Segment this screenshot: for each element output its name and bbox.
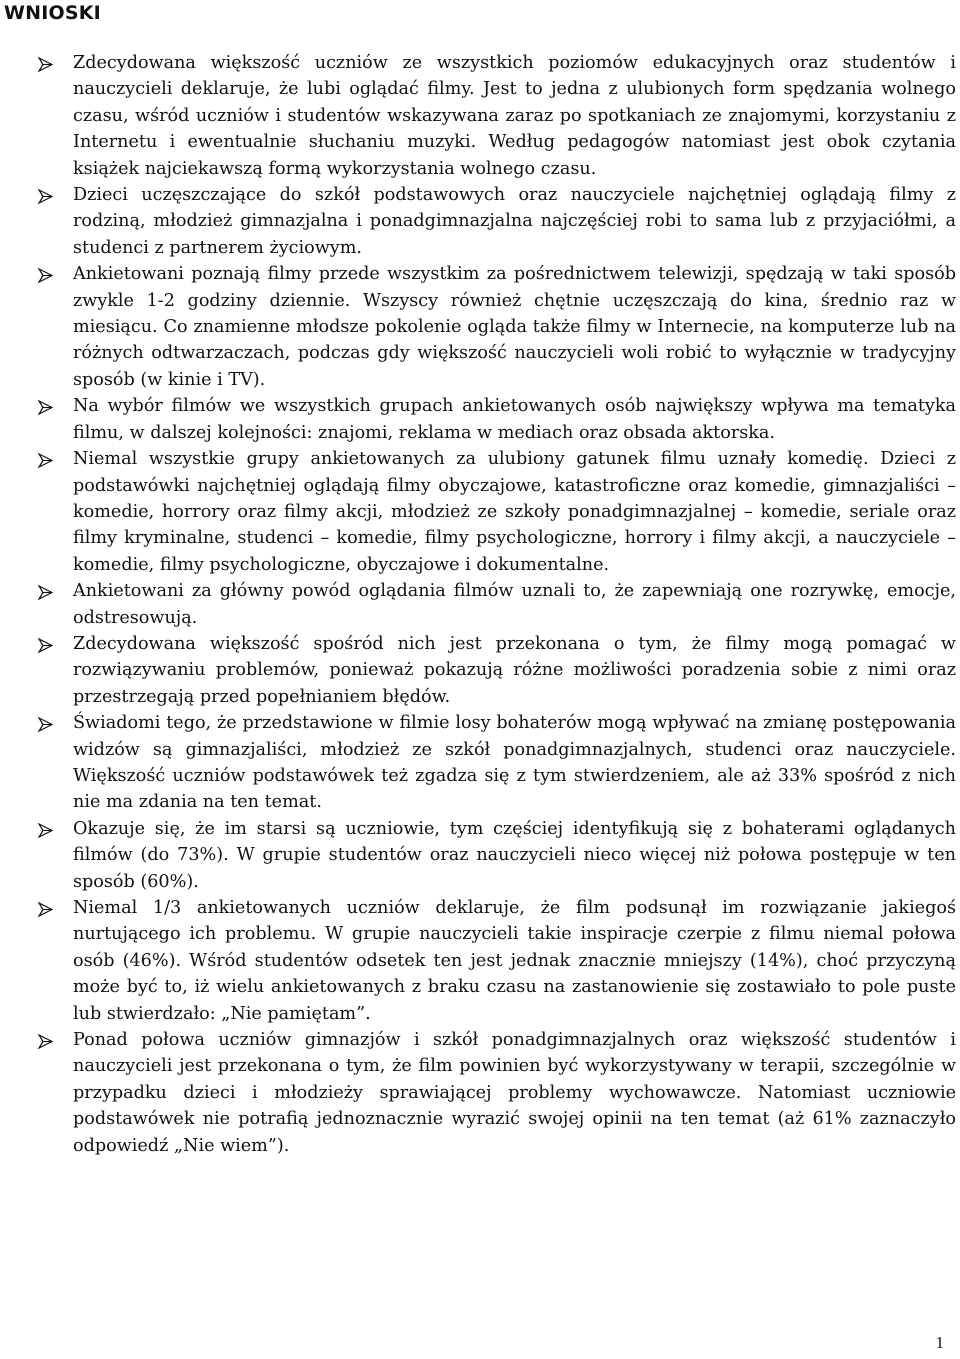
bullet-text: Zdecydowana większość uczniów ze wszystkich poziomów edukacyjnych oraz studentów i nauczycieli deklaruje, że lubi oglądać filmy. Jest to jedna z ulubionych form spędzania wolnego czasu, wśród uczniów i studentów wskazywana zaraz po spotkaniach ze znajomymi, korzystaniu z Internetu i ewentualnie słuchaniu muzyki. Według pedagogów natomiast jest obok czytania książek najciekawszą formą wykorzystania wolnego czasu. [73, 53, 956, 179]
list-item [36, 710, 956, 816]
list-item [36, 816, 956, 895]
arrowhead-bullet-icon [36, 393, 58, 419]
conclusions-list [36, 50, 956, 1159]
bullet-text: Ankietowani za główny powód oglądania filmów uznali to, że zapewniają one rozrywkę, emocje, odstresowują. [73, 581, 956, 628]
bullet-text: Ankietowani poznają filmy przede wszystkim za pośrednictwem telewizji, spędzają w taki sposób zwykle 1-2 godziny dziennie. Wszyscy również chętnie uczęszczają do kina, średnio raz w miesiącu. Co znamienne młodsze pokolenie ogląda także filmy w Internecie, na komputerze lub na różnych odtwarzaczach, podczas gdy większość nauczycieli woli robić to wyłącznie w tradycyjny sposób (w kinie i TV). [73, 264, 956, 390]
arrowhead-bullet-icon [36, 50, 58, 76]
list-item [36, 393, 956, 446]
bullet-text: Ponad połowa uczniów gimnazjów i szkół ponadgimnazjalnych oraz większość studentów i nauczycieli jest przekonana o tym, że film powinien być wykorzystywany w terapii, szczególnie w przypadku dzieci i młodzieży sprawiającej problemy wychowawcze. Natomiast uczniowie podstawówek nie potrafią jednoznacznie wyrazić swojej opinii na ten temat (aż 61% zaznaczyło odpowiedź „Nie wiem”). [73, 1030, 956, 1156]
section-heading: WNIOSKI [4, 2, 101, 24]
arrowhead-bullet-icon [36, 446, 58, 472]
page-number: 1 [935, 1333, 944, 1352]
list-item [36, 261, 956, 393]
arrowhead-bullet-icon [36, 895, 58, 921]
arrowhead-bullet-icon [36, 1027, 58, 1053]
bullet-text: Niemal 1/3 ankietowanych uczniów deklaruje, że film podsunął im rozwiązanie jakiegoś nurtującego ich problemu. W grupie nauczycieli takie inspiracje czerpie z filmu niemal połowa osób (46%). Wśród studentów odsetek ten jest jednak znacznie mniejszy (14%), choć przyczyną może być to, iż wielu ankietowanych z braku czasu na zastanowienie się zostawiało to pole puste lub stwierdzało: „Nie pamiętam”. [73, 898, 956, 1024]
arrowhead-bullet-icon [36, 578, 58, 604]
list-item [36, 182, 956, 261]
arrowhead-bullet-icon [36, 816, 58, 842]
bullet-text: Na wybór filmów we wszystkich grupach ankietowanych osób największy wpływa ma tematyka filmu, w dalszej kolejności: znajomi, reklama w mediach oraz obsada aktorska. [73, 396, 956, 443]
list-item [36, 50, 956, 182]
bullet-text: Niemal wszystkie grupy ankietowanych za ulubiony gatunek filmu uznały komedię. Dzieci z podstawówki najchętniej oglądają filmy obyczajowe, katastroficzne oraz komedie, gimnazjaliści – komedie, horrory oraz filmy akcji, młodzież ze szkoły ponadgimnazjalnej – komedie, seriale oraz filmy kryminalne, studenci – komedie, filmy psychologiczne, horrory i filmy akcji, a nauczyciele – komedie, filmy psychologiczne, obyczajowe i dokumentalne. [73, 449, 956, 575]
arrowhead-bullet-icon [36, 261, 58, 287]
arrowhead-bullet-icon [36, 710, 58, 736]
list-item [36, 631, 956, 710]
list-item [36, 446, 956, 578]
bullet-text: Dzieci uczęszczające do szkół podstawowych oraz nauczyciele najchętniej oglądają filmy z rodziną, młodzież gimnazjalna i ponadgimnazjalna najczęściej robi to sama lub z przyjaciółmi, a studenci z partnerem życiowym. [73, 185, 956, 258]
list-item [36, 1027, 956, 1159]
bullet-text: Okazuje się, że im starsi są uczniowie, tym częściej identyfikują się z bohaterami oglądanych filmów (do 73%). W grupie studentów oraz nauczycieli nieco więcej niż połowa postępuje w ten sposób (60%). [73, 818, 956, 892]
bullet-text: Świadomi tego, że przedstawione w filmie losy bohaterów mogą wpływać na zmianę postępowania widzów są gimnazjaliści, młodzież ze szkół ponadgimnazjalnych, studenci oraz nauczyciele. Większość uczniów podstawówek też zgadza się z tym stwierdzeniem, ale aż 33% spośród z nich nie ma zdania na ten temat. [73, 713, 956, 813]
list-item [36, 578, 956, 631]
list-item [36, 895, 956, 1027]
bullet-text: Zdecydowana większość spośród nich jest przekonana o tym, że filmy mogą pomagać w rozwiązywaniu problemów, ponieważ pokazują różne możliwości poradzenia sobie z nimi oraz przestrzegają przed popełnianiem błędów. [73, 633, 956, 707]
arrowhead-bullet-icon [36, 182, 58, 208]
arrowhead-bullet-icon [36, 631, 58, 657]
